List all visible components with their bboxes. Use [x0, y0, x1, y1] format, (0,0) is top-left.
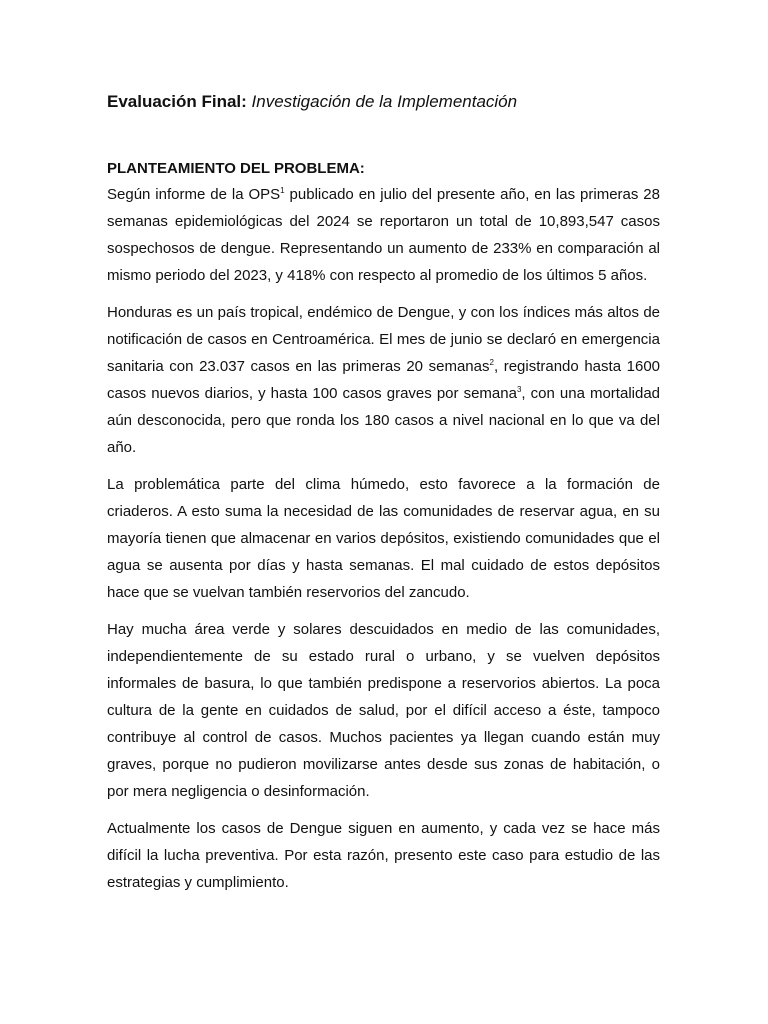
paragraph-5: Actualmente los casos de Dengue siguen en aumento, y cada vez se hace más difícil la lucha preventiva. Por esta razón, presento este caso para estudio de las estrategias y cumplimiento. — [107, 820, 660, 891]
paragraph-4: Hay mucha área verde y solares descuidados en medio de las comunidades, independientemente de su estado rural o urbano, y se vuelven depósitos informales de basura, lo que también predispone a reservorios abiertos. La poca cultura de la gente en cuidados de salud, por el difícil acceso a éste, tampoco contribuye al control de casos. Muchos pacientes ya llegan cuando están muy graves, porque no pudieron movilizarse antes desde sus zonas de habitación, o por mera negligencia o desinformación. — [107, 621, 660, 800]
footnote-ref-1: 1 — [280, 186, 285, 195]
paragraph-3: La problemática parte del clima húmedo, esto favorece a la formación de criaderos. A esto suma la necesidad de las comunidades de reservar agua, en su mayoría tienen que almacenar en varios depósitos, existiendo comunidades que el agua se ausenta por días y hasta semanas. El mal cuidado de estos depósitos hace que se vuelvan también reservorios del zancudo. — [107, 476, 660, 601]
document-title — [107, 90, 660, 114]
title-bold-part: Evaluación Final: — [107, 92, 247, 111]
footnote-ref-2: 2 — [489, 358, 494, 367]
paragraph-1 — [107, 181, 660, 289]
document-body — [107, 181, 660, 906]
paragraph-1-text-a: Según informe de la OPS — [107, 186, 281, 203]
paragraph-1-text-b: publicado en julio del presente año, en las primeras 28 semanas epidemiológicas del 2024 se reportaron un total de 10,893,547 casos sospechosos de dengue. Representando un aumento de 233% en comparación al mismo periodo del 2023, y 418% con respecto al promedio de los últimos 5 años. — [107, 186, 660, 284]
section-heading: PLANTEAMIENTO DEL PROBLEMA: — [107, 160, 365, 177]
title-italic-part: Investigación de la Implementación — [251, 92, 518, 111]
paragraph-2 — [107, 299, 660, 461]
paragraph-2-text-b: , registrando hasta 1600 casos nuevos diarios, y hasta 100 casos graves por semana — [107, 358, 661, 402]
paragraph-2-text-c: , con una mortalidad aún desconocida, pero que ronda los 180 casos a nivel nacional en lo que va del año. — [107, 385, 661, 456]
paragraph-2-text-a: Honduras es un país tropical, endémico de Dengue, y con los índices más altos de notificación de casos en Centroamérica. El mes de junio se declaró en emergencia sanitaria con 23.037 casos en las primeras 20 semanas — [107, 304, 660, 375]
footnote-ref-3: 3 — [516, 385, 522, 394]
